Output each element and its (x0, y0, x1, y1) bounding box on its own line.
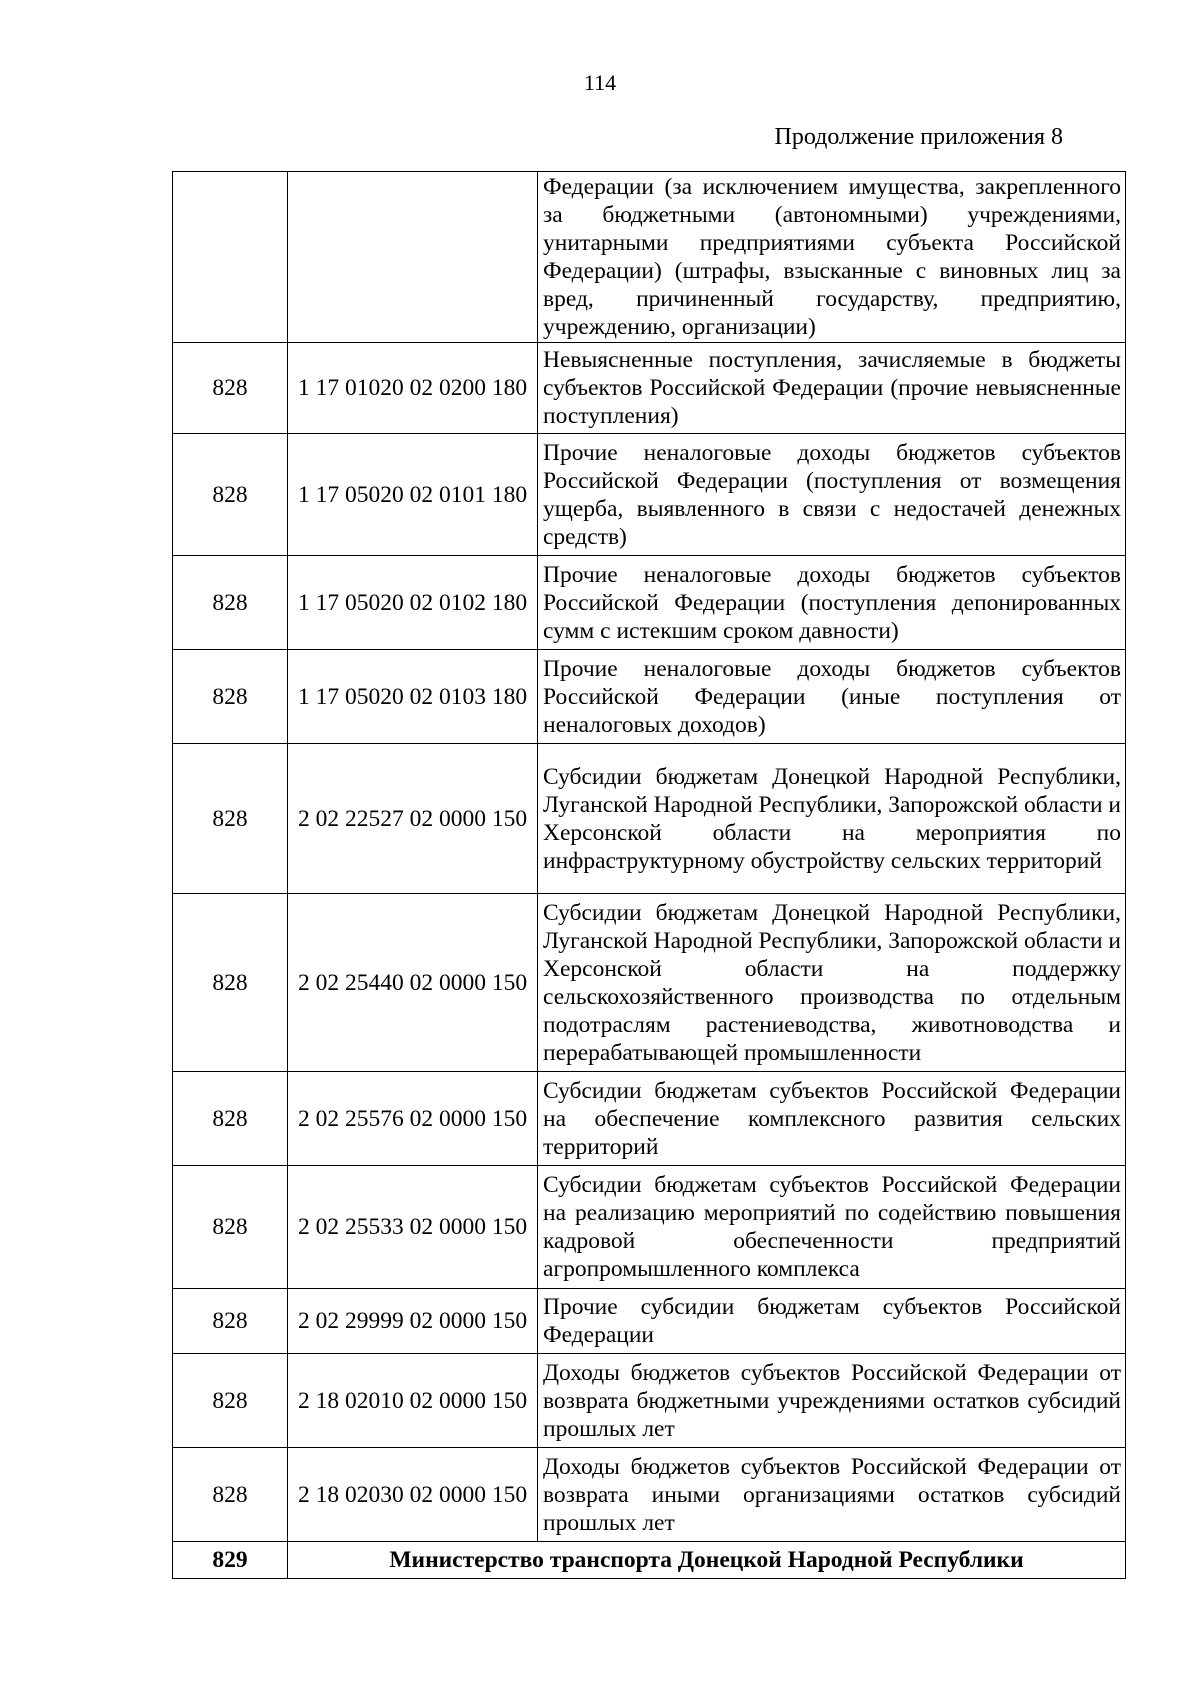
revenue-codes-table (172, 171, 1126, 1579)
description-cell: Прочие субсидии бюджетам субъектов Российской Федерации (538, 1289, 1126, 1354)
description-cell: Субсидии бюджетам субъектов Российской Федерации на обеспечение комплексного развития сельских территорий (538, 1072, 1126, 1166)
description-cell: Субсидии бюджетам субъектов Российской Федерации на реализацию мероприятий по содействию повышения кадровой обеспеченности предприятий агропромышленного комплекса (538, 1166, 1126, 1289)
table-row (173, 1072, 1126, 1166)
revenue-code-cell: 1 17 01020 02 0200 180 (288, 343, 538, 434)
page-number: 114 (583, 70, 617, 95)
revenue-code-cell: 2 02 25440 02 0000 150 (288, 894, 538, 1072)
description-cell: Прочие неналоговые доходы бюджетов субъектов Российской Федерации (поступления депонированных сумм с истекшим сроком давности) (538, 556, 1126, 650)
continuation-label: Продолжение приложения 8 (774, 124, 1063, 150)
description-cell: Субсидии бюджетам Донецкой Народной Республики, Луганской Народной Республики, Запорожской области и Херсонской области на поддержку сельскохозяйственного производства по отдельным подотраслям растениеводства, животноводства и перерабатывающей промышленности (538, 894, 1126, 1072)
revenue-code-cell: 2 02 29999 02 0000 150 (288, 1289, 538, 1354)
table-row (173, 744, 1126, 894)
table-row (173, 650, 1126, 744)
admin-code-cell: 828 (173, 1448, 288, 1542)
admin-code-cell: 828 (173, 894, 288, 1072)
table-row (173, 434, 1126, 556)
revenue-code-cell: 1 17 05020 02 0102 180 (288, 556, 538, 650)
description-cell: Доходы бюджетов субъектов Российской Федерации от возврата бюджетными учреждениями остатков субсидий прошлых лет (538, 1354, 1126, 1448)
table-row (173, 343, 1126, 434)
admin-code-cell: 828 (173, 1166, 288, 1289)
description-cell: Прочие неналоговые доходы бюджетов субъектов Российской Федерации (поступления от возмещения ущерба, выявленного в связи с недостачей денежных средств) (538, 434, 1126, 556)
description-cell: Прочие неналоговые доходы бюджетов субъектов Российской Федерации (иные поступления от неналоговых доходов) (538, 650, 1126, 744)
table-row (173, 1289, 1126, 1354)
description-cell: Доходы бюджетов субъектов Российской Федерации от возврата иными организациями остатков субсидий прошлых лет (538, 1448, 1126, 1542)
revenue-code-cell: 2 18 02030 02 0000 150 (288, 1448, 538, 1542)
admin-code-cell: 828 (173, 1072, 288, 1166)
table-row (173, 1354, 1126, 1448)
admin-code-cell: 828 (173, 1289, 288, 1354)
admin-code-cell: 828 (173, 434, 288, 556)
revenue-code-cell (288, 172, 538, 343)
revenue-code-cell: 2 02 25576 02 0000 150 (288, 1072, 538, 1166)
table-row-ministry (173, 1542, 1126, 1579)
admin-code-cell: 828 (173, 650, 288, 744)
table-row (173, 1166, 1126, 1289)
admin-code-cell: 828 (173, 556, 288, 650)
revenue-code-cell: 2 02 25533 02 0000 150 (288, 1166, 538, 1289)
admin-code-cell: 828 (173, 744, 288, 894)
admin-code-cell: 829 (173, 1542, 288, 1579)
description-cell: Невыясненные поступления, зачисляемые в бюджеты субъектов Российской Федерации (прочие невыясненные поступления) (538, 343, 1126, 434)
revenue-code-cell: 2 02 22527 02 0000 150 (288, 744, 538, 894)
revenue-code-cell: 1 17 05020 02 0101 180 (288, 434, 538, 556)
table-row (173, 1448, 1126, 1542)
table-row (173, 172, 1126, 343)
description-cell: Федерации (за исключением имущества, закрепленного за бюджетными (автономными) учреждениями, унитарными предприятиями субъекта Российской Федерации) (штрафы, взысканные с виновных лиц за вред, причиненный государству, предприятию, учреждению, организации) (538, 172, 1126, 343)
admin-code-cell (173, 172, 288, 343)
table-row (173, 894, 1126, 1072)
ministry-heading: Министерство транспорта Донецкой Народной Республики (288, 1542, 1126, 1579)
revenue-code-cell: 1 17 05020 02 0103 180 (288, 650, 538, 744)
description-cell: Субсидии бюджетам Донецкой Народной Республики, Луганской Народной Республики, Запорожской области и Херсонской области на мероприятия по инфраструктурному обустройству сельских территорий (538, 744, 1126, 894)
admin-code-cell: 828 (173, 343, 288, 434)
revenue-code-cell: 2 18 02010 02 0000 150 (288, 1354, 538, 1448)
admin-code-cell: 828 (173, 1354, 288, 1448)
table-row (173, 556, 1126, 650)
